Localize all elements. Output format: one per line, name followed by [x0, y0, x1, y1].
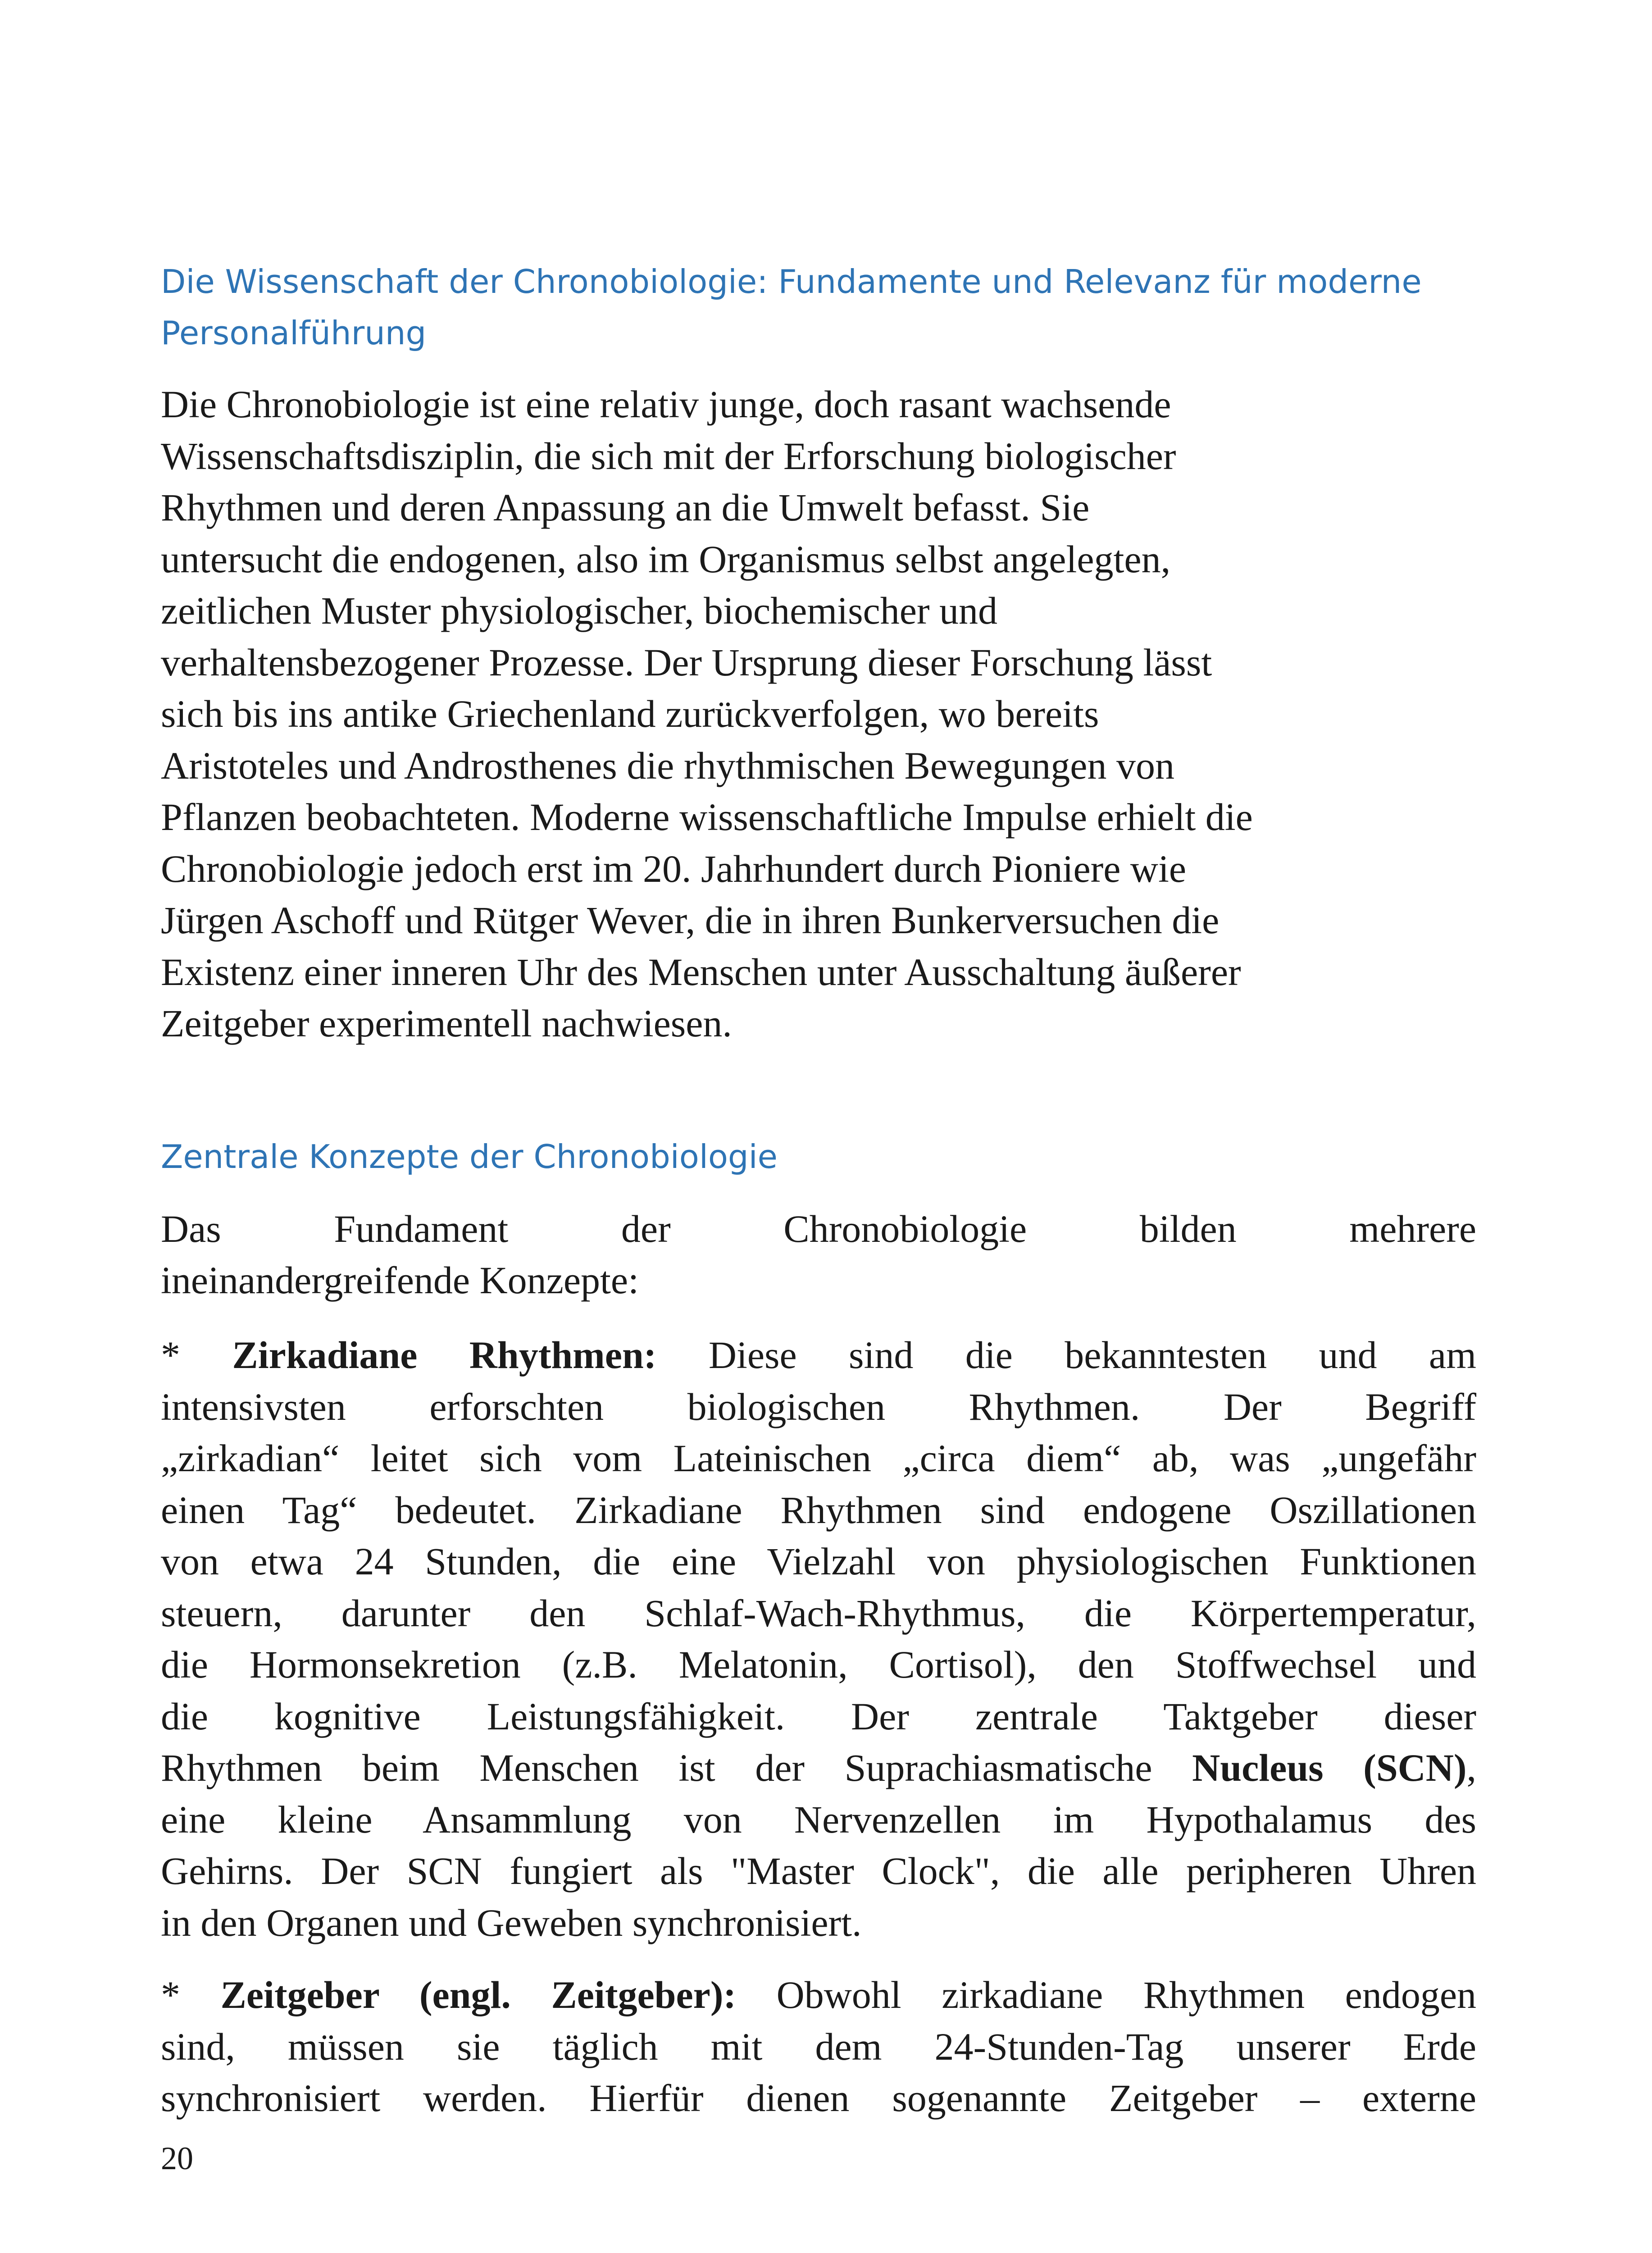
paragraph-line: Das Fundament der Chronobiologie bilden mehrere: [161, 1207, 1476, 1250]
paragraph-line: Pflanzen beobachteten. Moderne wissenschaftliche Impulse erhielt die: [161, 795, 1253, 839]
bullet-marker: *: [161, 1973, 221, 2016]
term-scn: Nucleus (SCN): [1192, 1746, 1467, 1789]
paragraph-line: in den Organen und Geweben synchronisiert.: [161, 1901, 862, 1944]
paragraph-line: Chronobiologie jedoch erst im 20. Jahrhundert durch Pioniere wie: [161, 847, 1187, 890]
paragraph-line: [161, 1969, 1476, 2021]
heading-line: Personalführung: [161, 314, 427, 352]
paragraph-line: Existenz einer inneren Uhr des Menschen unter Ausschaltung äußerer: [161, 950, 1241, 994]
paragraph-line: intensivsten erforschten biologischen Rhythmen. Der Begriff: [161, 1385, 1476, 1428]
paragraph-text: Obwohl zirkadiane Rhythmen endogen: [736, 1973, 1476, 2016]
paragraph-line: eine kleine Ansammlung von Nervenzellen im Hypothalamus des: [161, 1797, 1476, 1841]
term-circadian-rhythms: Zirkadiane Rhythmen:: [232, 1333, 657, 1377]
section-heading-central-concepts: Zentrale Konzepte der Chronobiologie: [161, 1138, 778, 1176]
paragraph-line: ineinandergreifende Konzepte:: [161, 1259, 639, 1302]
term-zeitgeber: Zeitgeber (engl. Zeitgeber):: [220, 1973, 737, 2016]
paragraph-circadian-rhythms: [161, 1329, 1476, 1948]
paragraph-zeitgeber: [161, 1969, 1476, 2124]
paragraph-intro: [161, 379, 1476, 1049]
paragraph-line: Zeitgeber experimentell nachwiesen.: [161, 1002, 732, 1045]
section-heading-chronobiology-science: [161, 256, 1494, 359]
paragraph-line: steuern, darunter den Schlaf-Wach-Rhythmus, die Körpertemperatur,: [161, 1591, 1476, 1635]
paragraph-text: Rhythmen beim Menschen ist der Suprachiasmatische: [161, 1746, 1192, 1789]
paragraph-line: Aristoteles und Androsthenes die rhythmischen Bewegungen von: [161, 743, 1174, 787]
paragraph-line: die kognitive Leistungsfähigkeit. Der zentrale Taktgeber dieser: [161, 1694, 1476, 1738]
heading-line: Die Wissenschaft der Chronobiologie: Fundamente und Relevanz für moderne: [161, 263, 1422, 301]
paragraph-line: von etwa 24 Stunden, die eine Vielzahl von physiologischen Funktionen: [161, 1540, 1476, 1583]
page-number: 20: [161, 2140, 193, 2176]
paragraph-line: einen Tag“ bedeutet. Zirkadiane Rhythmen sind endogene Oszillationen: [161, 1488, 1476, 1532]
paragraph-line: sind, müssen sie täglich mit dem 24-Stunden-Tag unserer Erde: [161, 2025, 1476, 2068]
bullet-marker: *: [161, 1333, 232, 1377]
paragraph-text: ,: [1466, 1746, 1477, 1789]
paragraph-line: synchronisiert werden. Hierfür dienen sogenannte Zeitgeber – externe: [161, 2076, 1476, 2120]
paragraph-line: verhaltensbezogener Prozesse. Der Ursprung dieser Forschung lässt: [161, 640, 1212, 684]
paragraph-line: Rhythmen und deren Anpassung an die Umwelt befasst. Sie: [161, 486, 1090, 529]
paragraph-line: Wissenschaftsdisziplin, die sich mit der Erforschung biologischer: [161, 434, 1176, 478]
paragraph-text: Diese sind die bekanntesten und am: [656, 1333, 1476, 1377]
paragraph-line: [161, 1329, 1476, 1381]
paragraph-line: untersucht die endogenen, also im Organismus selbst angelegten,: [161, 537, 1171, 581]
paragraph-line: zeitlichen Muster physiologischer, biochemischer und: [161, 589, 998, 632]
paragraph-concepts-intro-line2: [161, 1254, 1476, 1306]
paragraph-line: die Hormonsekretion (z.B. Melatonin, Cortisol), den Stoffwechsel und: [161, 1643, 1476, 1686]
paragraph-line: Jürgen Aschoff und Rütger Wever, die in ihren Bunkerversuchen die: [161, 898, 1220, 942]
paragraph-line: sich bis ins antike Griechenland zurückverfolgen, wo bereits: [161, 692, 1099, 735]
paragraph-line: Gehirns. Der SCN fungiert als "Master Clock", die alle peripheren Uhren: [161, 1849, 1476, 1893]
paragraph-line: [161, 1742, 1476, 1794]
paragraph-line: Die Chronobiologie ist eine relativ junge, doch rasant wachsende: [161, 383, 1171, 426]
paragraph-concepts-intro-line1: [161, 1203, 1476, 1255]
paragraph-line: „zirkadian“ leitet sich vom Lateinischen „circa diem“ ab, was „ungefähr: [161, 1437, 1476, 1480]
